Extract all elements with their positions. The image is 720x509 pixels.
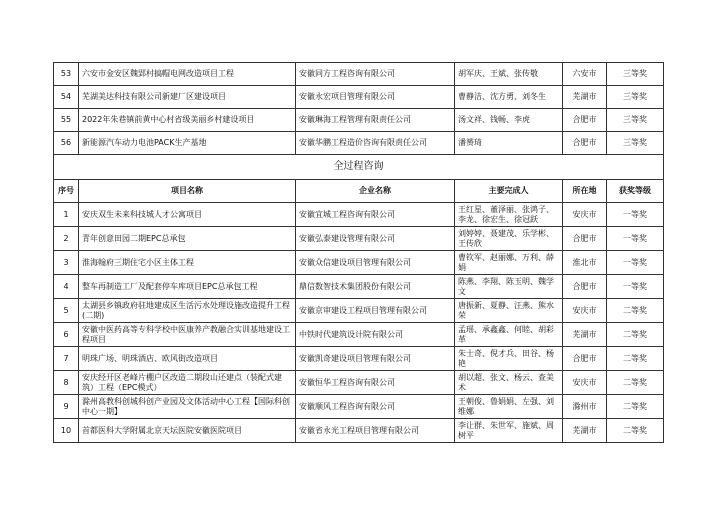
cell-no: 8 (54, 371, 79, 395)
cell-project: 滁州高教科创城科创产业园及文体活动中心工程【国际科创中心一期】 (79, 395, 296, 419)
table-row (54, 275, 664, 299)
cell-company: 安徽弘泰建设管理有限公司 (296, 227, 455, 251)
table-row (54, 299, 664, 323)
section-row (54, 155, 664, 180)
top-rows-group (54, 63, 664, 155)
cell-no: 6 (54, 323, 79, 347)
cell-persons: 胡军庆、王斌、张传敬 (455, 63, 563, 86)
cell-city: 芜湖市 (563, 86, 607, 109)
cell-no: 53 (54, 63, 79, 86)
header-project: 项目名称 (79, 180, 296, 203)
cell-persons: 胡以超、张文、杨云、查美术 (455, 371, 563, 395)
cell-persons: 陈燕、李翔、陈玉明、魏学文 (455, 275, 563, 299)
cell-level: 二等奖 (607, 395, 664, 419)
cell-city: 合肥市 (563, 132, 607, 155)
cell-no: 4 (54, 275, 79, 299)
cell-city: 合肥市 (563, 109, 607, 132)
cell-project: 六安市金安区魏郢村搞帽电网改造项目工程 (79, 63, 296, 86)
cell-persons: 汤文祥、钱畅、李虎 (455, 109, 563, 132)
cell-company: 安徽众信建设项目管理有限公司 (296, 251, 455, 275)
cell-level: 一等奖 (607, 275, 664, 299)
cell-project: 淮海翰府三期住宅小区主体工程 (79, 251, 296, 275)
cell-no: 10 (54, 419, 79, 443)
cell-company: 安徽华鹏工程造价咨询有限责任公司 (296, 132, 455, 155)
cell-level: 三等奖 (607, 132, 664, 155)
cell-company: 安徽顺风工程咨询有限公司 (296, 395, 455, 419)
table-row (54, 419, 664, 443)
cell-level: 一等奖 (607, 203, 664, 227)
header-no: 序号 (54, 180, 79, 203)
header-city: 所在地 (563, 180, 607, 203)
cell-company: 中铁时代建筑设计院有限公司 (296, 323, 455, 347)
header-company: 企业名称 (296, 180, 455, 203)
awards-table (53, 62, 664, 443)
cell-city: 芜湖市 (563, 323, 607, 347)
cell-company: 安徽琳海工程管理有限责任公司 (296, 109, 455, 132)
table-row (54, 347, 664, 371)
cell-project: 安徽中医药高等专科学校中医康养产教融合实训基地建设工程项目 (79, 323, 296, 347)
table-row (54, 132, 664, 155)
section-group (54, 155, 664, 203)
table-row (54, 395, 664, 419)
cell-company: 安徽凯奇建设项目管理有限公司 (296, 347, 455, 371)
cell-company: 安徽京审建设工程项目管理有限公司 (296, 299, 455, 323)
table-row (54, 86, 664, 109)
cell-level: 二等奖 (607, 419, 664, 443)
cell-company: 安徽省永光工程项目管理有限公司 (296, 419, 455, 443)
cell-no: 3 (54, 251, 79, 275)
cell-level: 二等奖 (607, 299, 664, 323)
cell-company: 安徽宜城工程咨询有限公司 (296, 203, 455, 227)
cell-project: 2022年朱巷镇前黄中心村省级美丽乡村建设项目 (79, 109, 296, 132)
cell-persons: 潘赟琦 (455, 132, 563, 155)
header-persons: 主要完成人 (455, 180, 563, 203)
cell-no: 2 (54, 227, 79, 251)
cell-persons: 王朝俊、鲁娟娟、左强、刘维娜 (455, 395, 563, 419)
cell-company: 安徽永宏项目管理有限公司 (296, 86, 455, 109)
section-title: 全过程咨询 (54, 155, 664, 180)
cell-company: 鼎信数智技术集团股份有限公司 (296, 275, 455, 299)
cell-persons: 唐振新、夏静、汪燕、熊水荣 (455, 299, 563, 323)
cell-level: 三等奖 (607, 109, 664, 132)
table-row (54, 251, 664, 275)
cell-persons: 王红星、董泽丽、张鸿子、李龙、徐宏生、徐冠跃 (455, 203, 563, 227)
cell-project: 安庆经开区老峰片棚户区改造二期段山还建点（装配式建筑）工程（EPC模式） (79, 371, 296, 395)
cell-company: 安徽恒华工程咨询有限公司 (296, 371, 455, 395)
cell-persons: 朱士奇、倪才兵、田谷、杨艳 (455, 347, 563, 371)
cell-city: 安庆市 (563, 203, 607, 227)
cell-city: 芜湖市 (563, 419, 607, 443)
cell-level: 一等奖 (607, 251, 664, 275)
cell-no: 56 (54, 132, 79, 155)
cell-persons: 孟瑶、承鑫鑫、何睦、胡彩革 (455, 323, 563, 347)
cell-no: 5 (54, 299, 79, 323)
cell-persons: 李让群、朱世军、施斌、周树平 (455, 419, 563, 443)
cell-city: 滁州市 (563, 395, 607, 419)
cell-persons: 刘婷婷、聂建茂、乐学彬、王传欣 (455, 227, 563, 251)
cell-project: 太湖县乡镇政府驻地建成区生活污水处理设施改造提升工程(二期) (79, 299, 296, 323)
cell-level: 三等奖 (607, 86, 664, 109)
cell-persons: 曹静洁、沈方勇、刘冬生 (455, 86, 563, 109)
table-row (54, 227, 664, 251)
cell-no: 54 (54, 86, 79, 109)
header-level: 获奖等级 (607, 180, 664, 203)
cell-level: 二等奖 (607, 347, 664, 371)
cell-city: 合肥市 (563, 275, 607, 299)
cell-level: 二等奖 (607, 323, 664, 347)
table-row (54, 371, 664, 395)
cell-city: 合肥市 (563, 347, 607, 371)
cell-no: 55 (54, 109, 79, 132)
table-row (54, 63, 664, 86)
table-row (54, 109, 664, 132)
cell-project: 芜湖美达科技有限公司新建厂区建设项目 (79, 86, 296, 109)
cell-project: 安庆双生未来科技城人才公寓项目 (79, 203, 296, 227)
cell-project: 明珠广场、明珠酒店、欧风街改造项目 (79, 347, 296, 371)
cell-project: 首都医科大学附属北京天坛医院安徽医院项目 (79, 419, 296, 443)
cell-level: 一等奖 (607, 227, 664, 251)
cell-no: 9 (54, 395, 79, 419)
cell-city: 合肥市 (563, 227, 607, 251)
cell-no: 7 (54, 347, 79, 371)
cell-level: 二等奖 (607, 371, 664, 395)
cell-persons: 曹钦军、赵丽娜、万利、薛娟 (455, 251, 563, 275)
cell-project: 整车再制造工厂及配套停车库项目EPC总承包工程 (79, 275, 296, 299)
cell-project: 青年创意田园二期EPC总承包 (79, 227, 296, 251)
main-rows-group (54, 203, 664, 443)
cell-no: 1 (54, 203, 79, 227)
cell-city: 安庆市 (563, 371, 607, 395)
cell-project: 新能源汽车动力电池PACK生产基地 (79, 132, 296, 155)
cell-city: 六安市 (563, 63, 607, 86)
header-row (54, 180, 664, 203)
cell-city: 安庆市 (563, 299, 607, 323)
table-row (54, 323, 664, 347)
cell-company: 安徽同方工程咨询有限公司 (296, 63, 455, 86)
cell-level: 三等奖 (607, 63, 664, 86)
table-row (54, 203, 664, 227)
cell-city: 淮北市 (563, 251, 607, 275)
